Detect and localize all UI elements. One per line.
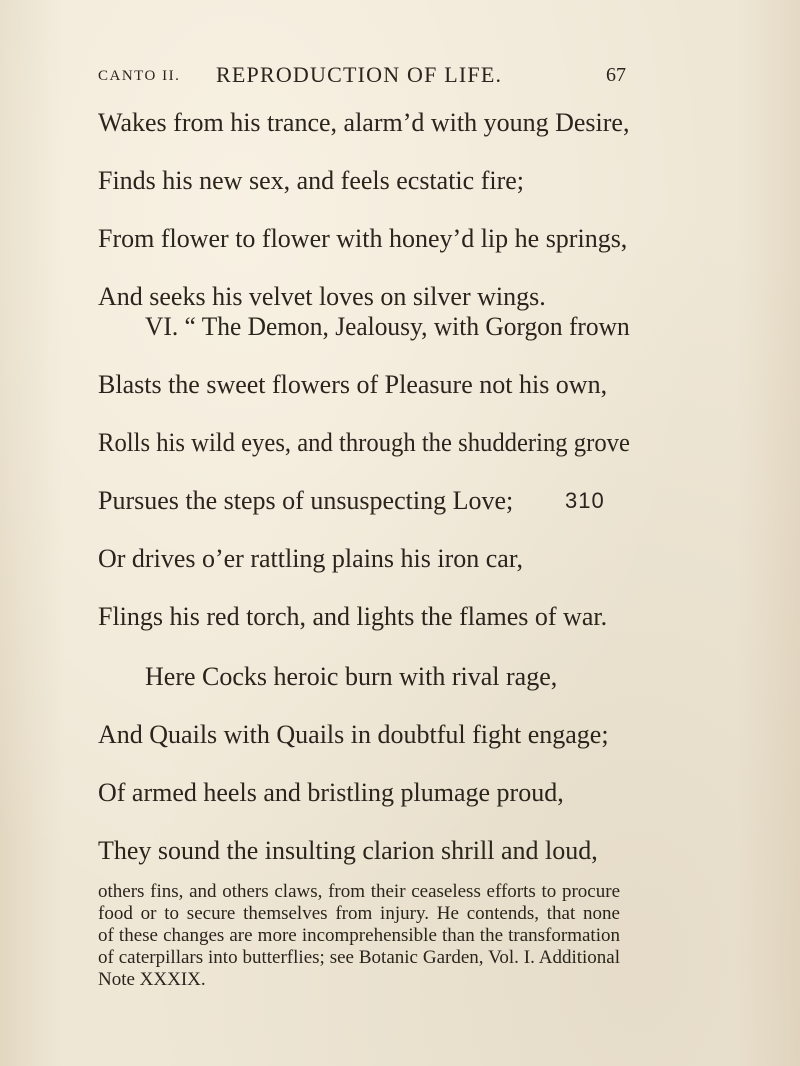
canto-label: CANTO II.	[98, 68, 181, 84]
footnote-line: Note XXXIX.	[98, 969, 206, 990]
footnote-line: of caterpillars into butterflies; see Botanic Garden, Vol. I. Additional	[98, 947, 620, 968]
verse-line: Wakes from his trance, alarm’d with young Desire,	[98, 108, 630, 137]
footnote	[98, 881, 620, 991]
footnote-line: others fins, and others claws, from their ceaseless efforts to procure	[98, 881, 620, 902]
verse-line: Of armed heels and bristling plumage proud,	[98, 778, 564, 807]
verse-line: VI. “ The Demon, Jealousy, with Gorgon frown	[145, 312, 630, 341]
footnote-line: food or to secure themselves from injury. He contends, that none	[98, 903, 620, 924]
verse-line: Here Cocks heroic burn with rival rage,	[145, 662, 558, 691]
verse-line: Finds his new sex, and feels ecstatic fire;	[98, 166, 524, 195]
verse-line: From flower to flower with honey’d lip he springs,	[98, 224, 628, 253]
verse-line: And seeks his velvet loves on silver wings.	[98, 282, 546, 311]
verse-line: Flings his red torch, and lights the flames of war.	[98, 602, 608, 631]
verse-line: Or drives o’er rattling plains his iron car,	[98, 544, 523, 573]
verse-line: Pursues the steps of unsuspecting Love;	[98, 486, 514, 515]
verse-line: They sound the insulting clarion shrill and loud,	[98, 836, 598, 865]
footnote-line: of these changes are more incomprehensible than the transformation	[98, 925, 620, 946]
verse-line: Blasts the sweet flowers of Pleasure not his own,	[98, 370, 608, 399]
running-title: REPRODUCTION OF LIFE.	[216, 62, 503, 87]
line-number: 310	[565, 488, 605, 513]
verse-line: And Quails with Quails in doubtful fight engage;	[98, 720, 609, 749]
verse-line: Rolls his wild eyes, and through the shuddering grove	[98, 428, 630, 457]
page-number: 67	[606, 64, 626, 86]
